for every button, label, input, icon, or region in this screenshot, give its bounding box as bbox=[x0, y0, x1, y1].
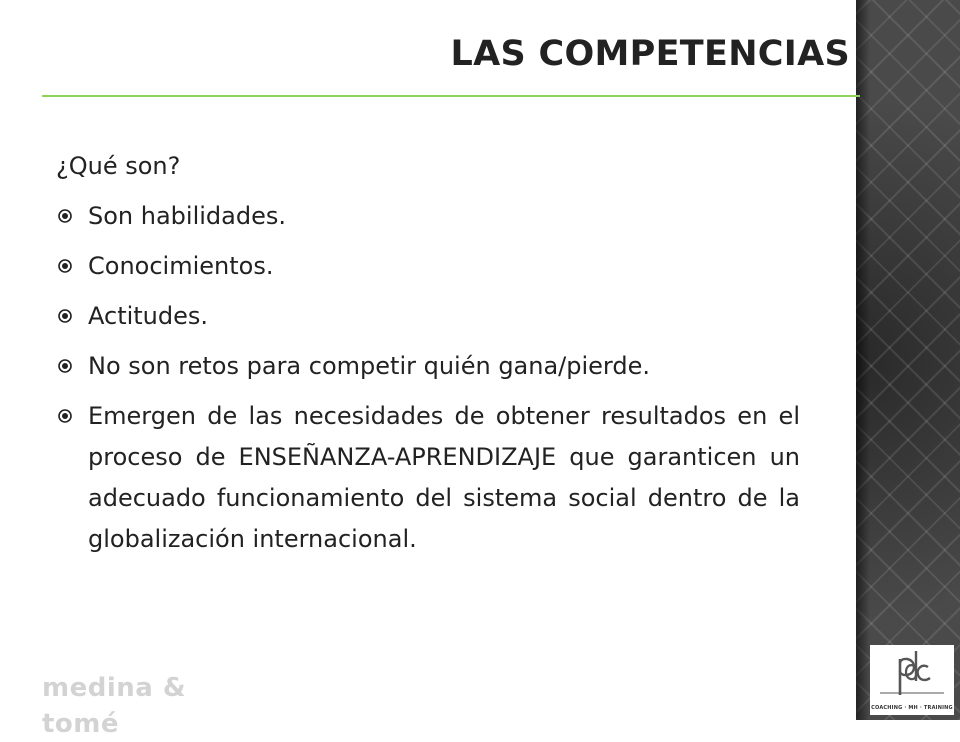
decorative-side-panel bbox=[856, 0, 960, 720]
title-underline bbox=[42, 95, 860, 97]
circle-bullet-icon bbox=[58, 309, 72, 323]
list-item bbox=[56, 196, 800, 237]
logo-tagline: COACHING · MH · TRAINING bbox=[871, 705, 953, 711]
bullet-list bbox=[56, 196, 800, 560]
slide-body bbox=[56, 146, 800, 569]
circle-bullet-icon bbox=[58, 209, 72, 223]
bullet-text: No son retos para competir quién gana/pierde. bbox=[88, 352, 651, 380]
circle-bullet-icon bbox=[58, 359, 72, 373]
watermark-line-2: tomé bbox=[42, 709, 120, 739]
company-logo bbox=[870, 645, 954, 715]
pdc-logo-icon bbox=[870, 645, 954, 703]
circle-bullet-icon bbox=[58, 259, 72, 273]
intro-question: ¿Qué son? bbox=[56, 152, 181, 180]
list-item bbox=[56, 346, 800, 387]
slide-title: LAS COMPETENCIAS bbox=[450, 34, 850, 74]
list-item bbox=[56, 396, 800, 560]
circle-bullet-icon bbox=[58, 409, 72, 423]
list-item bbox=[56, 246, 800, 287]
watermark-line-1: medina & bbox=[42, 673, 187, 703]
bullet-text: Actitudes. bbox=[88, 302, 209, 330]
bullet-text: Emergen de las necesidades de obtener resultados en el proceso de ENSEÑANZA-APRENDIZAJE que garanticen un adecuado funcionamiento del sistema social dentro de la globalización internacional. bbox=[88, 402, 800, 553]
bullet-text: Son habilidades. bbox=[88, 202, 286, 230]
bullet-text: Conocimientos. bbox=[88, 252, 274, 280]
list-item bbox=[56, 296, 800, 337]
